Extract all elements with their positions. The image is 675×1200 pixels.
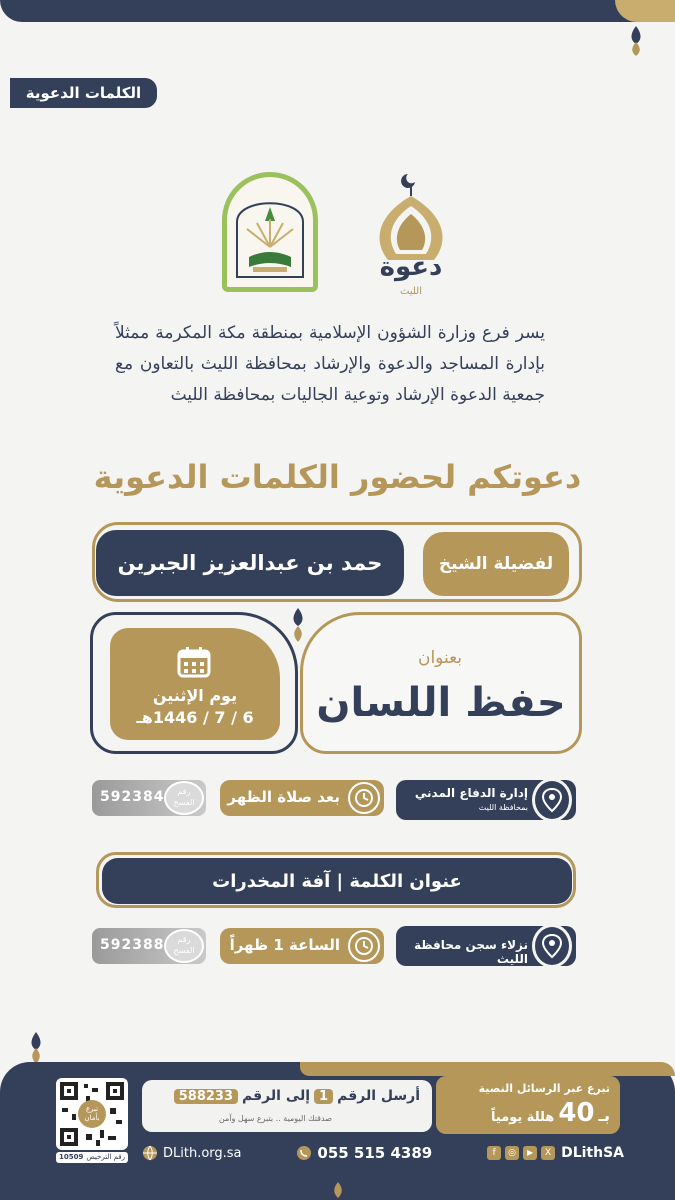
instagram-icon[interactable]: ◎: [505, 1146, 519, 1160]
whatsapp-icon: [296, 1145, 312, 1161]
social-handle: DLithSA: [561, 1145, 624, 1161]
website-text: DLith.org.sa: [163, 1145, 242, 1161]
license-number: 10509: [59, 1153, 84, 1161]
x-icon[interactable]: X: [541, 1146, 555, 1160]
clock-icon: [348, 930, 380, 962]
sms-target: 588233: [174, 1089, 238, 1104]
date-day: يوم الإثنين: [152, 686, 238, 705]
location-icon-wrap: [532, 778, 572, 822]
date-value: 6 / 7 / 1446هـ: [136, 708, 254, 727]
topic-title: حفظ اللسان: [316, 680, 566, 726]
event2-permit: [92, 928, 206, 964]
drop-ornament-icon: [26, 1030, 46, 1066]
phone-text: 055 515 4389: [317, 1144, 433, 1162]
topic-label: بعنوان: [417, 648, 463, 668]
drop-ornament-icon: [329, 1180, 347, 1200]
website-link[interactable]: [142, 1145, 242, 1161]
sms-box: [142, 1080, 432, 1132]
event2-permit-label: رقم الفسح: [173, 935, 195, 955]
youtube-icon[interactable]: ▶: [523, 1146, 537, 1160]
clock-icon: [348, 782, 380, 814]
speaker-name: حمد بن عبدالعزيز الجبرين: [96, 530, 404, 596]
donate-amount: 40: [558, 1098, 595, 1128]
contact-bar: [142, 1142, 624, 1164]
event1-time: [220, 780, 384, 816]
headline: دعوتكم لحضور الكلمات الدعوية: [93, 458, 582, 496]
event2-location-name: نزلاء سجن محافظة الليث: [413, 938, 528, 966]
footer-accent: [300, 1062, 675, 1076]
donate-box: [436, 1076, 620, 1134]
ministry-logo: [222, 172, 318, 292]
event1-permit-label: رقم الفسح: [173, 787, 195, 807]
sms-tagline: صدقتك اليومية .. بتبرع سهل وآمن: [218, 1114, 332, 1123]
location-pin-icon: [535, 927, 569, 965]
event2-title: عنوان الكلمة | آفة المخدرات: [102, 858, 572, 904]
event2-permit-number: 592388: [100, 937, 165, 953]
event1-location-name: إدارة الدفاع المدني: [414, 786, 528, 800]
license-label: رقم الترخيص: [86, 1153, 125, 1161]
qr-badge: تبرع بأمان: [78, 1100, 106, 1128]
event2-location: [396, 926, 576, 966]
donate-prefix: بـ: [598, 1106, 610, 1125]
drop-ornament-icon: [626, 24, 646, 58]
sms-to-text: إلى الرقم: [242, 1088, 311, 1104]
dawah-logo: [368, 170, 454, 300]
donate-label: تبرع عبر الرسائل النصية: [478, 1082, 610, 1095]
sms-send-text: أرسل الرقم: [337, 1088, 420, 1104]
section-tag: الكلمات الدعوية: [10, 78, 157, 108]
location-icon-wrap: [532, 924, 572, 968]
globe-icon: [142, 1145, 158, 1161]
license: [56, 1152, 128, 1163]
calendar-icon: [177, 646, 211, 678]
event1-permit: [92, 780, 206, 816]
intro-paragraph: يسر فرع وزارة الشؤون الإسلامية بمنطقة مكة المكرمة ممثلاً بإدارة المساجد والدعوة والإرشاد بمحافظة الليث بالتعاون مع جمعية الدعوة الإرشاد وتوعية الجاليات بمحافظة الليث: [115, 323, 545, 405]
donate-unit: هللة يومياً: [491, 1110, 555, 1125]
ministry-emblem-icon: [227, 177, 313, 287]
event1-permit-number: 592384: [100, 789, 165, 805]
event2-time: [220, 928, 384, 964]
drop-ornament-icon: [288, 606, 308, 644]
location-pin-icon: [535, 781, 569, 819]
social-links[interactable]: [487, 1145, 624, 1161]
event1-location: [396, 780, 576, 820]
event1-location-sub: بمحافظة الليث: [478, 803, 528, 812]
top-bar: [0, 0, 675, 22]
facebook-icon[interactable]: f: [487, 1146, 501, 1160]
brand-text: دعوة: [379, 252, 443, 282]
sms-number: 1: [314, 1089, 333, 1104]
phone-link[interactable]: [296, 1144, 432, 1162]
qr-code[interactable]: [56, 1078, 128, 1150]
event1-time-text: بعد صلاة الظهر: [227, 788, 340, 806]
event2-time-text: الساعة 1 ظهراً: [229, 936, 340, 954]
brand-subtext: الليث: [400, 286, 422, 297]
speaker-title: لفضيلة الشيخ: [423, 532, 569, 596]
